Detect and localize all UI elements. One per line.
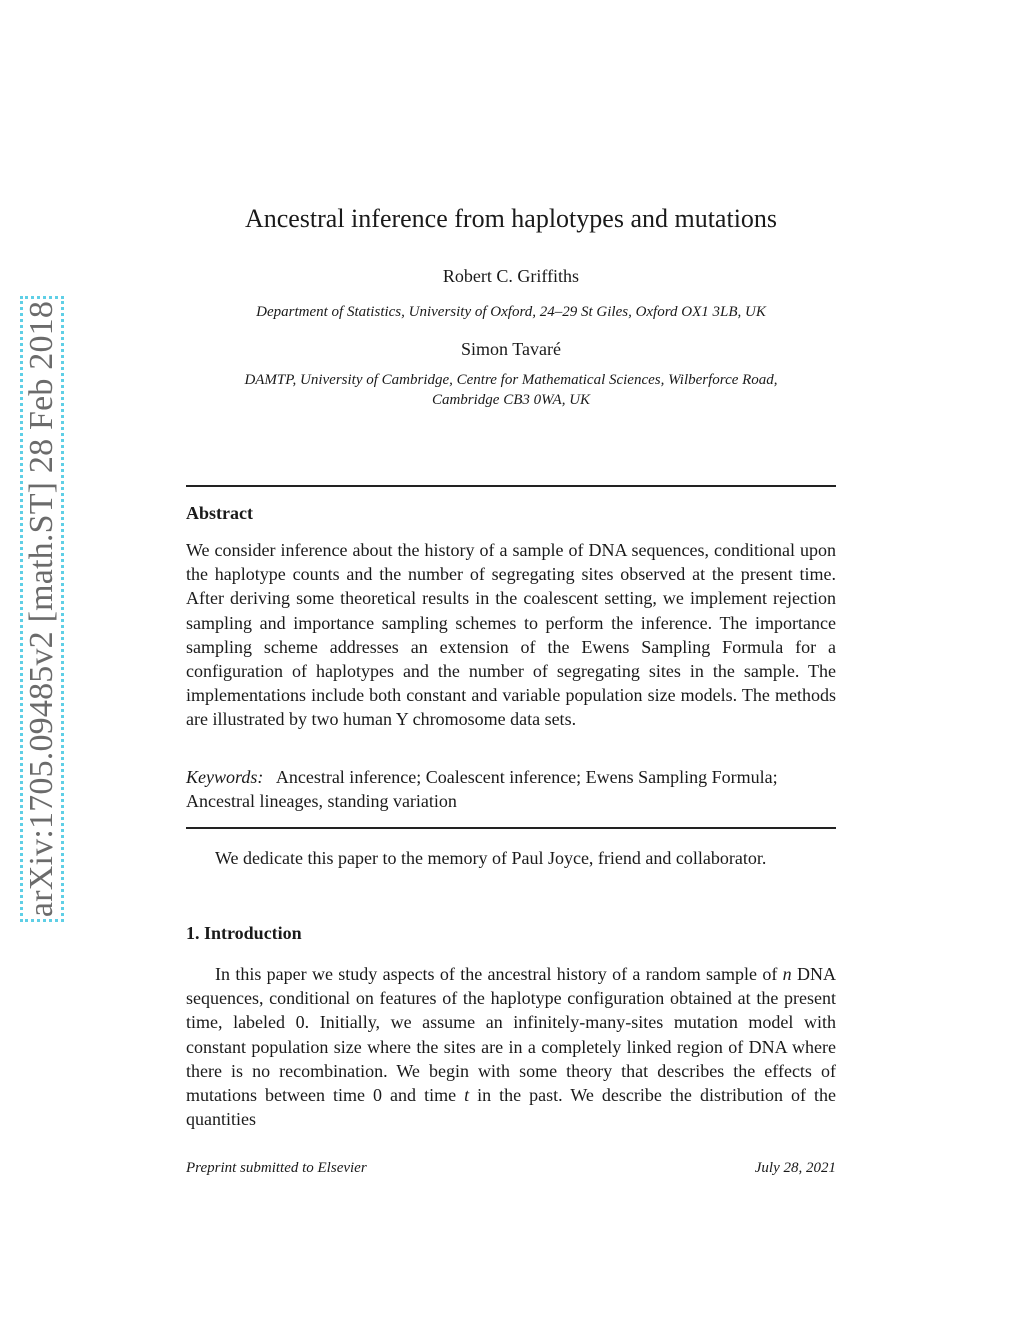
- math-variable-t: t: [464, 1085, 470, 1106]
- keywords: [186, 765, 836, 813]
- footer-date: July 28, 2021: [754, 1160, 836, 1176]
- keywords-text: Ancestral inference; Coalescent inference; Ewens Sampling Formula; Ancestral lineages, standing variation: [186, 767, 778, 812]
- footer-preprint-note: Preprint submitted to Elsevier: [186, 1160, 367, 1176]
- paper-title: Ancestral inference from haplotypes and mutations: [244, 204, 778, 233]
- abstract-top-rule: [186, 485, 836, 487]
- abstract-text: We consider inference about the history of a sample of DNA sequences, conditional upon the haplotype counts and the number of segregating sites observed at the present time. After deriving some theoretical results in the coalescent setting, we implement rejection sampling and importance sampling schemes to perform the inference. The importance sampling scheme addresses an extension of the Ewens Sampling Formula for a configuration of haplotypes and the number of segregating sites in the sample. The implementations include both constant and variable population size models. The methods are illustrated by two human Y chromosome data sets.: [186, 540, 836, 730]
- section-heading-introduction: 1. Introduction: [186, 923, 302, 943]
- intro-paragraph: [186, 962, 836, 1131]
- author-name-2: Simon Tavaré: [461, 339, 561, 359]
- author-name-1: Robert C. Griffiths: [442, 266, 580, 286]
- abstract-bottom-rule: [186, 827, 836, 829]
- arxiv-identifier: arXiv:1705.09485v2 [math.ST] 28 Feb 2018: [23, 300, 61, 918]
- intro-text-part-3: in the past. We describe the distribution of the quantities: [186, 1085, 836, 1130]
- abstract-heading: Abstract: [186, 503, 253, 523]
- dedication: We dedicate this paper to the memory of Paul Joyce, friend and collaborator.: [215, 848, 767, 868]
- arxiv-stamp: [20, 296, 64, 922]
- intro-text-part-2: DNA sequences, conditional on features of the haplotype configuration obtained at the present time, labeled 0. Initially, we assume an infinitely-many-sites mutation model with constant population size where the sites are in a completely linked region of DNA where there is no recombination. We begin with some theory that describes the effects of mutations between time 0 and time: [186, 964, 836, 1106]
- math-variable-n: n: [782, 964, 792, 984]
- keywords-label: Keywords:: [186, 767, 264, 787]
- author-affiliation-1: Department of Statistics, University of Oxford, 24–29 St Giles, Oxford OX1 3LB, UK: [256, 304, 766, 320]
- intro-text-part-1: In this paper we study aspects of the ancestral history of a random sample of: [215, 964, 783, 984]
- author-affiliation-2-line1: DAMTP, University of Cambridge, Centre for Mathematical Sciences, Wilberforce Road,: [244, 372, 778, 388]
- author-affiliation-2-line2: Cambridge CB3 0WA, UK: [431, 392, 591, 408]
